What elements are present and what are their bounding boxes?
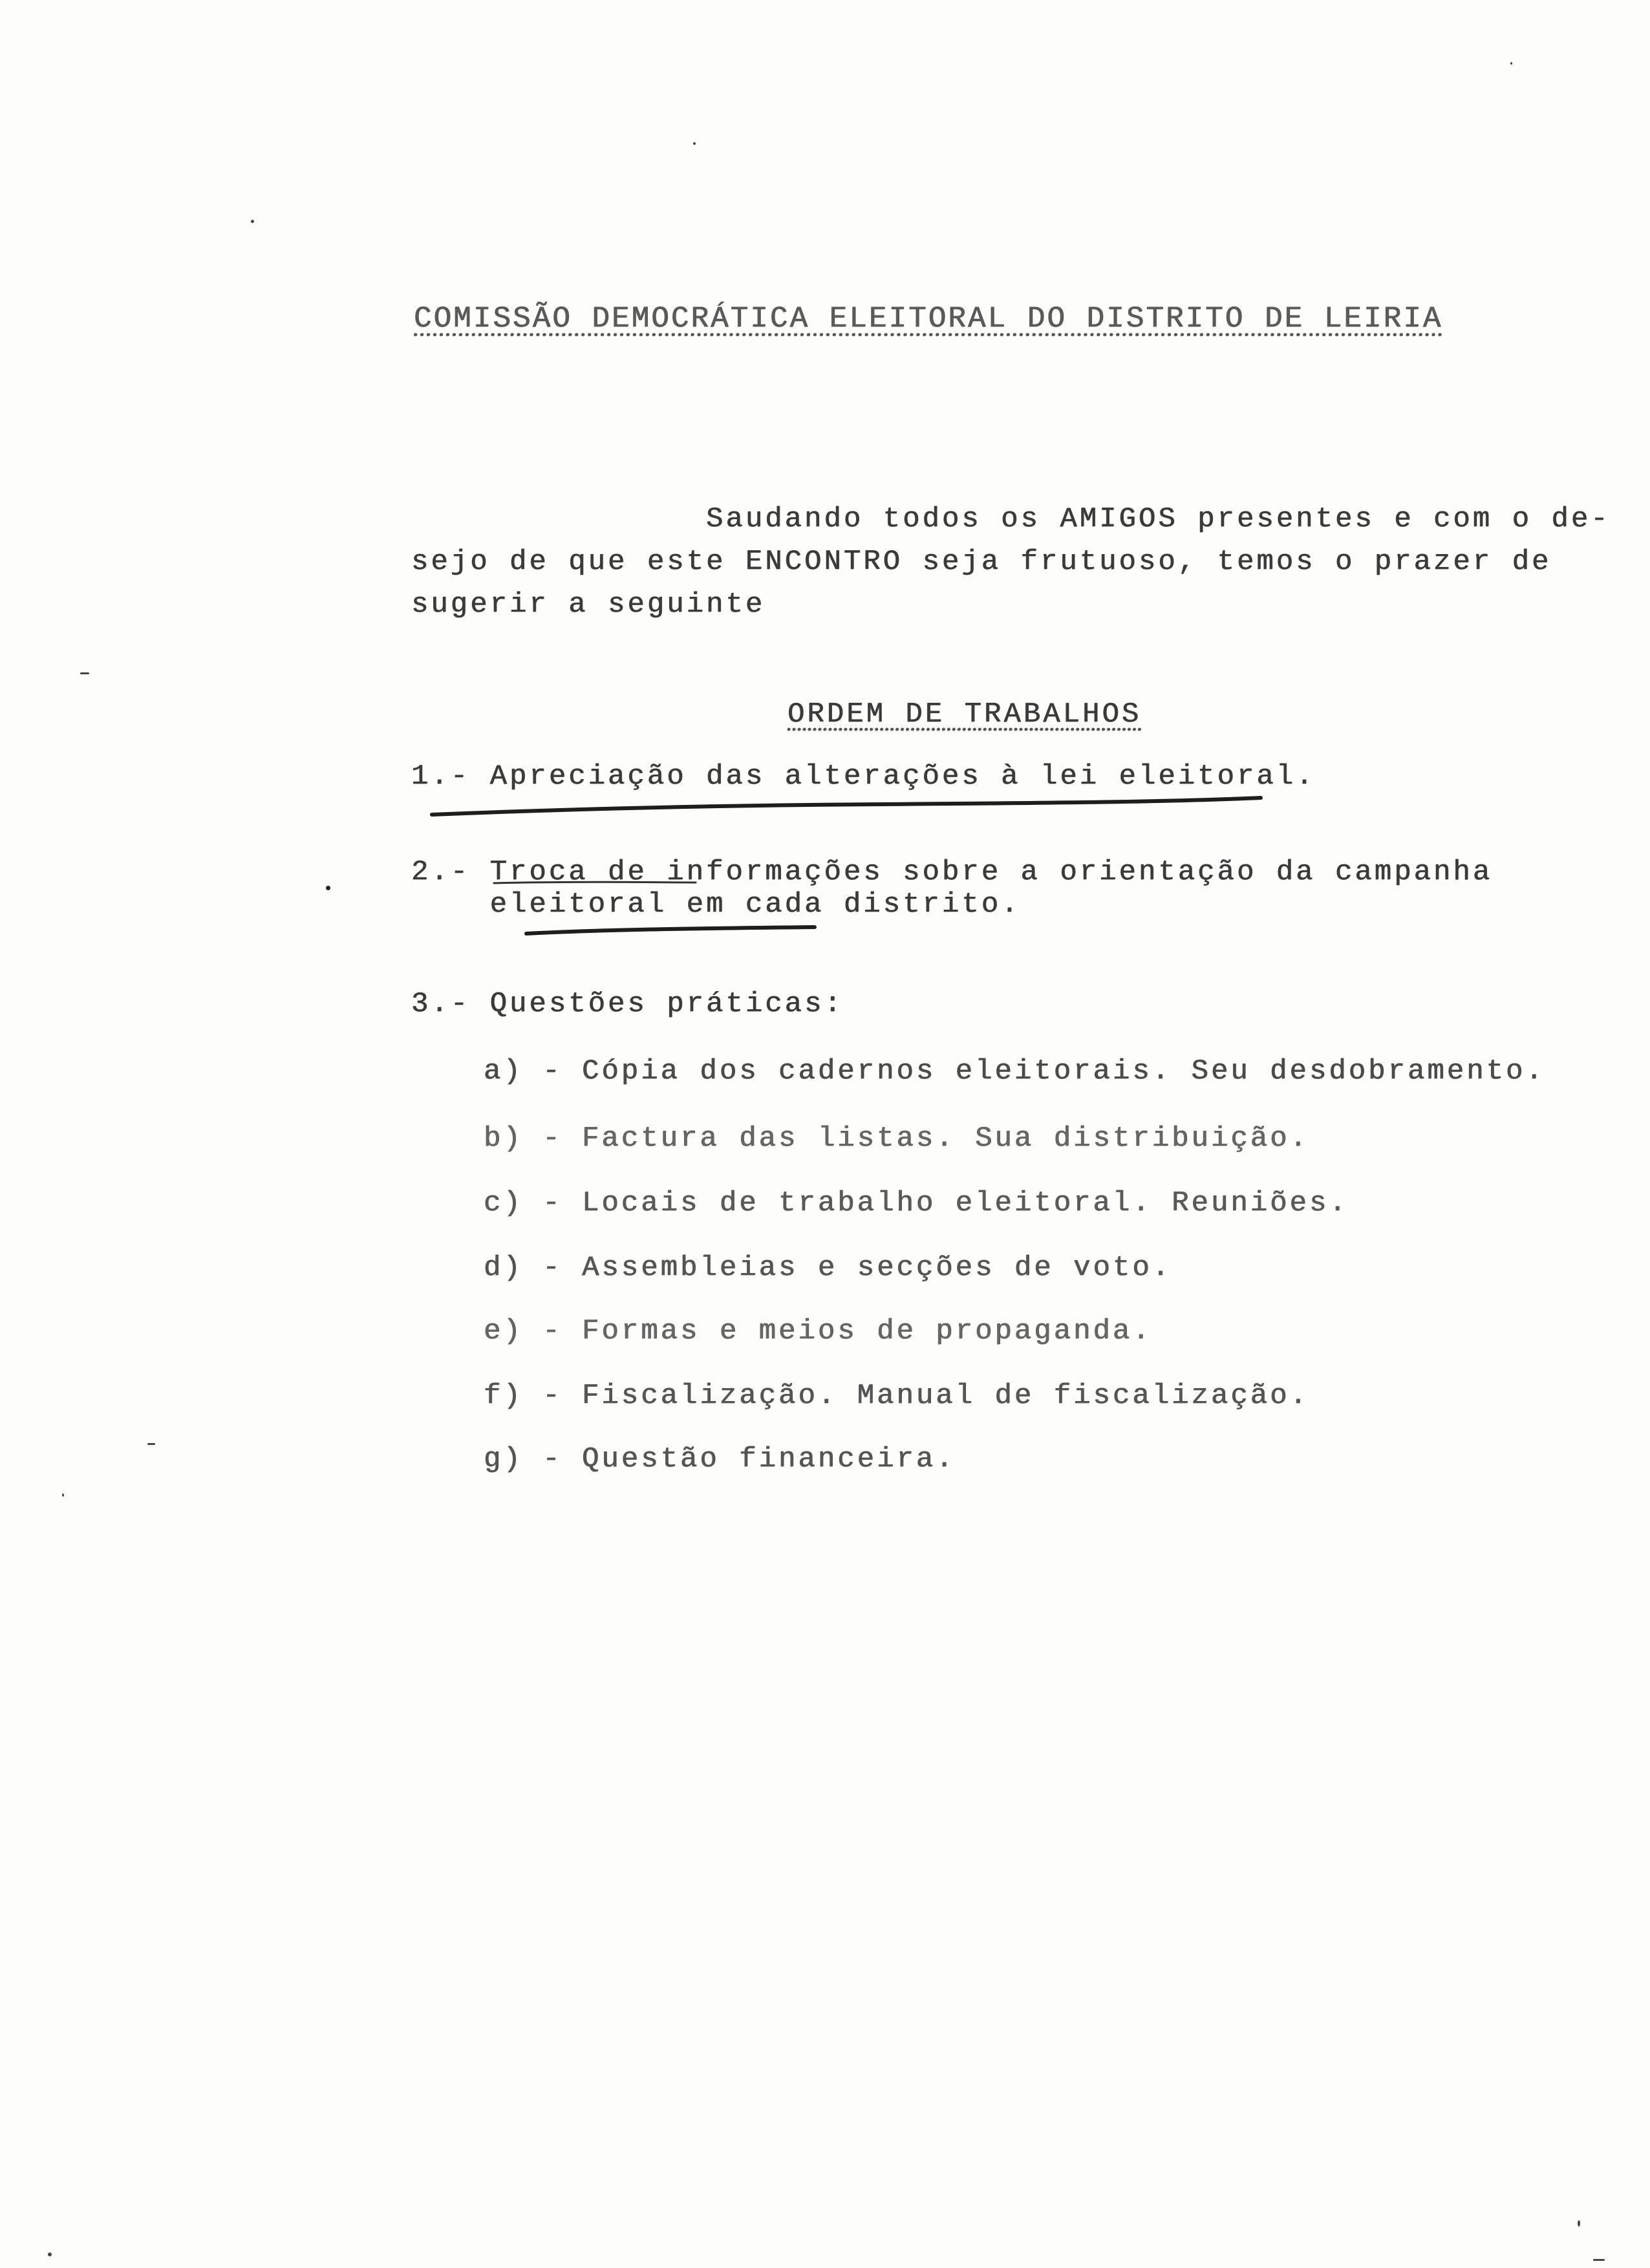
sub-item-letter: b) [484, 1122, 523, 1155]
sub-item-text: - Questão financeira. [542, 1443, 956, 1475]
sub-item-text: - Locais de trabalho eleitoral. Reuniões. [542, 1187, 1349, 1219]
sub-item-a [484, 1051, 1545, 1091]
sub-item-text: - Assembleias e secções de voto. [542, 1252, 1172, 1284]
intro-paragraph [411, 498, 1611, 626]
agenda-item-3 [411, 984, 844, 1024]
sub-item-letter: g) [484, 1443, 523, 1475]
intro-line-3: sugerir a seguinte [411, 588, 766, 621]
sub-item-letter: e) [484, 1315, 523, 1347]
agenda-item-text-line-2: eleitoral em cada distrito. [489, 888, 1021, 921]
scan-speck [326, 886, 330, 890]
sub-item-text: - Factura das listas. Sua distribuição. [542, 1122, 1309, 1155]
pen-underline-item-1 [427, 791, 1267, 824]
pen-underline-item-2 [522, 918, 820, 944]
section-heading: ORDEM DE TRABALHOS [788, 698, 1142, 731]
sub-item-d [484, 1248, 1172, 1288]
scan-speck [80, 672, 89, 674]
scan-speck [147, 1443, 155, 1445]
sub-item-text: - Cópia dos cadernos eleitorais. Seu desdobramento. [542, 1055, 1545, 1087]
agenda-item-1 [411, 756, 1316, 797]
sub-item-f [484, 1376, 1309, 1416]
agenda-item-text: Questões práticas: [489, 988, 844, 1020]
document-header-title: COMISSÃO DEMOCRÁTICA ELEITORAL DO DISTRITO DE LEIRIA [414, 302, 1443, 336]
sub-item-e [484, 1311, 1152, 1351]
sub-item-b [484, 1118, 1309, 1159]
scan-speck [693, 142, 696, 145]
scan-speck [48, 2252, 52, 2256]
sub-item-letter: f) [484, 1380, 523, 1412]
sub-item-letter: a) [484, 1055, 523, 1087]
sub-item-g [484, 1439, 956, 1479]
scan-speck [1593, 2259, 1605, 2261]
scan-speck [62, 1493, 64, 1497]
agenda-item-number: 1.- [411, 760, 471, 793]
sub-item-letter: c) [484, 1187, 523, 1219]
sub-item-text: - Fiscalização. Manual de fiscalização. [542, 1380, 1309, 1412]
sub-item-letter: d) [484, 1252, 523, 1284]
intro-line-1: Saudando todos os AMIGOS presentes e com o de- [411, 503, 1611, 535]
scan-speck [1578, 2220, 1580, 2227]
sub-item-text: - Formas e meios de propaganda. [542, 1315, 1152, 1347]
pen-underline-item-2-top [491, 877, 698, 890]
agenda-item-text-line-1: Troca de informações sobre a orientação da campanha [489, 856, 1493, 888]
scan-speck [251, 220, 254, 223]
agenda-item-number: 2.- [411, 856, 471, 888]
scan-speck [1510, 62, 1512, 65]
sub-item-c [484, 1183, 1349, 1223]
agenda-item-number: 3.- [411, 988, 471, 1020]
intro-line-2: sejo de que este ENCONTRO seja frutuoso, temos o prazer de [411, 546, 1552, 578]
agenda-item-text: Apreciação das alterações à lei eleitoral. [489, 760, 1316, 793]
